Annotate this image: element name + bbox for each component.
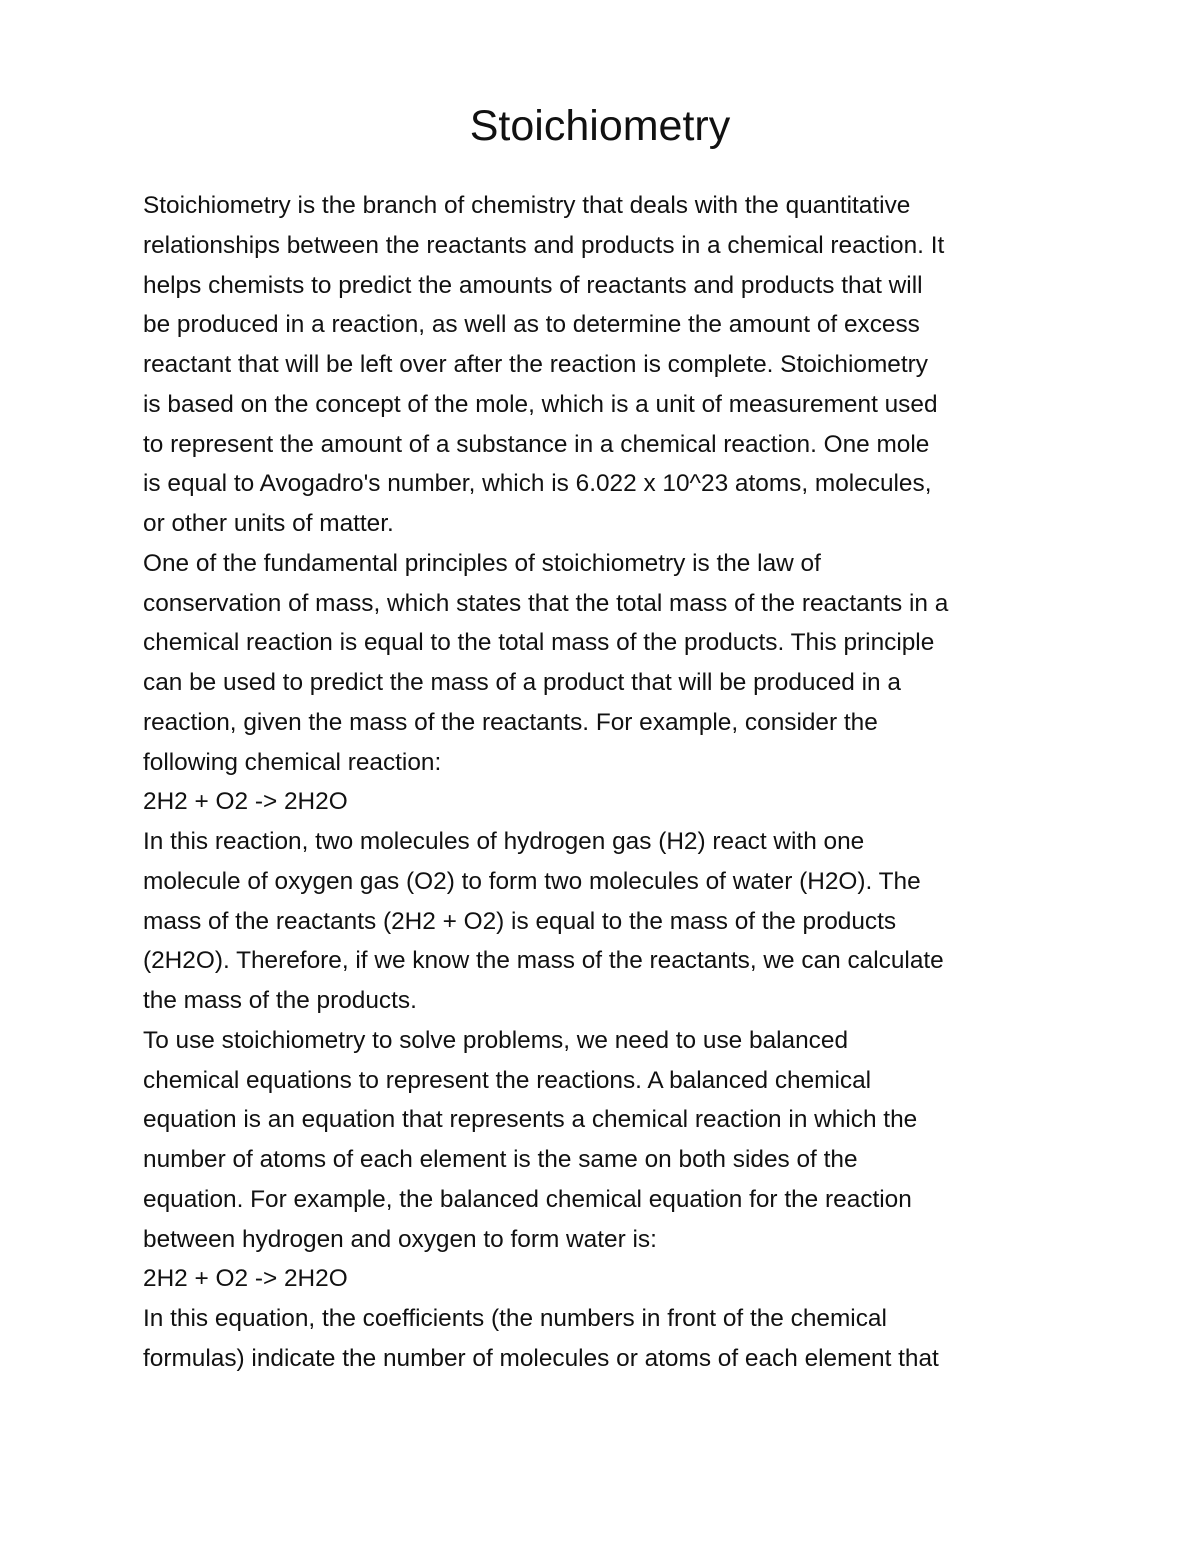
text-line: the mass of the products. — [143, 987, 417, 1014]
document-body — [143, 186, 1103, 1379]
text-line: mass of the reactants (2H2 + O2) is equal to the mass of the products — [143, 907, 897, 935]
text-line: To use stoichiometry to solve problems, we need to use balanced — [143, 1026, 849, 1054]
text-line: formulas) indicate the number of molecules or atoms of each element that — [143, 1344, 939, 1372]
text-line: be produced in a reaction, as well as to determine the amount of excess — [143, 311, 920, 339]
text-line: conservation of mass, which states that the total mass of the reactants in a — [143, 589, 949, 617]
text-line: (2H2O). Therefore, if we know the mass of the reactants, we can calculate — [143, 947, 944, 975]
text-line: helps chemists to predict the amounts of reactants and products that will — [143, 271, 923, 299]
text-line: 2H2 + O2 -> 2H2O — [143, 1265, 348, 1293]
text-line: In this reaction, two molecules of hydrogen gas (H2) react with one — [143, 828, 865, 855]
text-line: is equal to Avogadro's number, which is 6.022 x 10^23 atoms, molecules, — [143, 470, 932, 498]
text-line: equation is an equation that represents a chemical reaction in which the — [143, 1106, 918, 1134]
text-line: reactant that will be left over after the reaction is complete. Stoichiometry — [143, 351, 928, 378]
text-line: is based on the concept of the mole, which is a unit of measurement used — [143, 390, 938, 418]
text-line: 2H2 + O2 -> 2H2O — [143, 788, 348, 816]
text-line: One of the fundamental principles of stoichiometry is the law of — [143, 549, 821, 577]
text-line: equation. For example, the balanced chemical equation for the reaction — [143, 1185, 912, 1213]
text-line: In this equation, the coefficients (the numbers in front of the chemical — [143, 1305, 887, 1332]
text-line: following chemical reaction: — [143, 748, 442, 776]
text-line: reaction, given the mass of the reactants. For example, consider the — [143, 708, 878, 736]
text-line: between hydrogen and oxygen to form water is: — [143, 1225, 657, 1253]
text-line: to represent the amount of a substance in a chemical reaction. One mole — [143, 430, 930, 458]
text-line: molecule of oxygen gas (O2) to form two molecules of water (H2O). The — [143, 867, 921, 895]
text-line: number of atoms of each element is the same on both sides of the — [143, 1146, 858, 1173]
text-line: or other units of matter. — [143, 510, 394, 537]
text-line: can be used to predict the mass of a product that will be produced in a — [143, 669, 901, 696]
text-line: Stoichiometry is the branch of chemistry that deals with the quantitative — [143, 192, 911, 219]
text-line: relationships between the reactants and products in a chemical reaction. It — [143, 231, 945, 259]
text-line: chemical reaction is equal to the total mass of the products. This principle — [143, 629, 935, 657]
text-line: chemical equations to represent the reactions. A balanced chemical — [143, 1066, 872, 1094]
document-title: Stoichiometry — [469, 102, 731, 150]
